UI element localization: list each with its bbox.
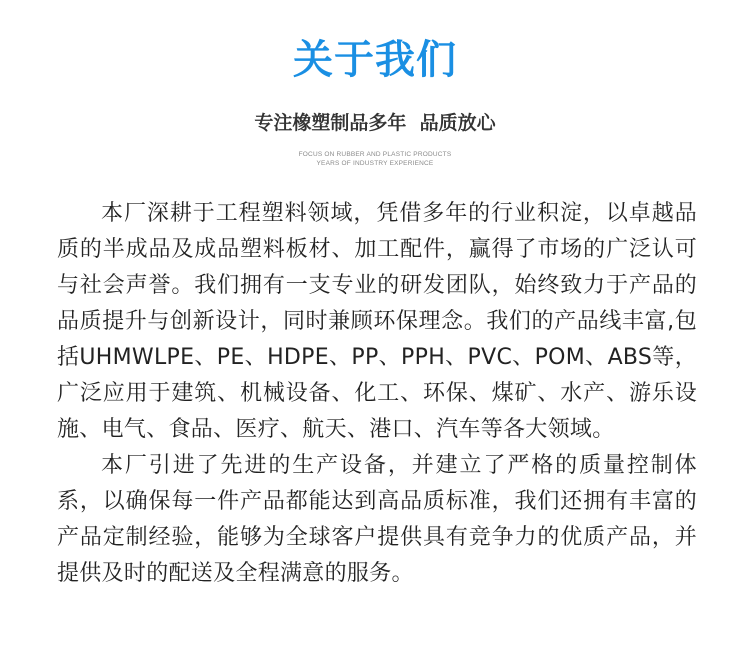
subtitle-english-line-2: YEARS OF INDUSTRY EXPERIENCE xyxy=(316,160,434,167)
page-title: 关于我们 xyxy=(293,37,457,83)
subtitle-english-line-1: FOCUS ON RUBBER AND PLASTIC PRODUCTS xyxy=(298,151,452,158)
about-paragraph-2: 本厂引进了先进的生产设备，并建立了严格的质量控制体系，以确保每一件产品都能达到高品质标准，我们还拥有丰富的产品定制经验，能够为全球客户提供具有竞争力的优质产品，并提供及时的配送及全程满意的服务。 xyxy=(57,453,697,586)
about-paragraph-1: 本厂深耕于工程塑料领域，凭借多年的行业积淀，以卓越品质的半成品及成品塑料板材、加工配件，赢得了市场的广泛认可与社会声誉。我们拥有一支专业的研发团队，始终致力于产品的品质提升与创新设计，同时兼顾环保理念。我们的产品线丰富,包括UHMWLPE、PE、HDPE、PP、PPH、PVC、POM、ABS等，广泛应用于建筑、机械设备、化工、环保、煤矿、水产、游乐设施、电气、食品、医疗、航天、港口、汽车等各大领域。 xyxy=(57,201,697,442)
about-body xyxy=(57,196,697,592)
page-subtitle: 专注橡塑制品多年 品质放心 xyxy=(254,112,496,134)
